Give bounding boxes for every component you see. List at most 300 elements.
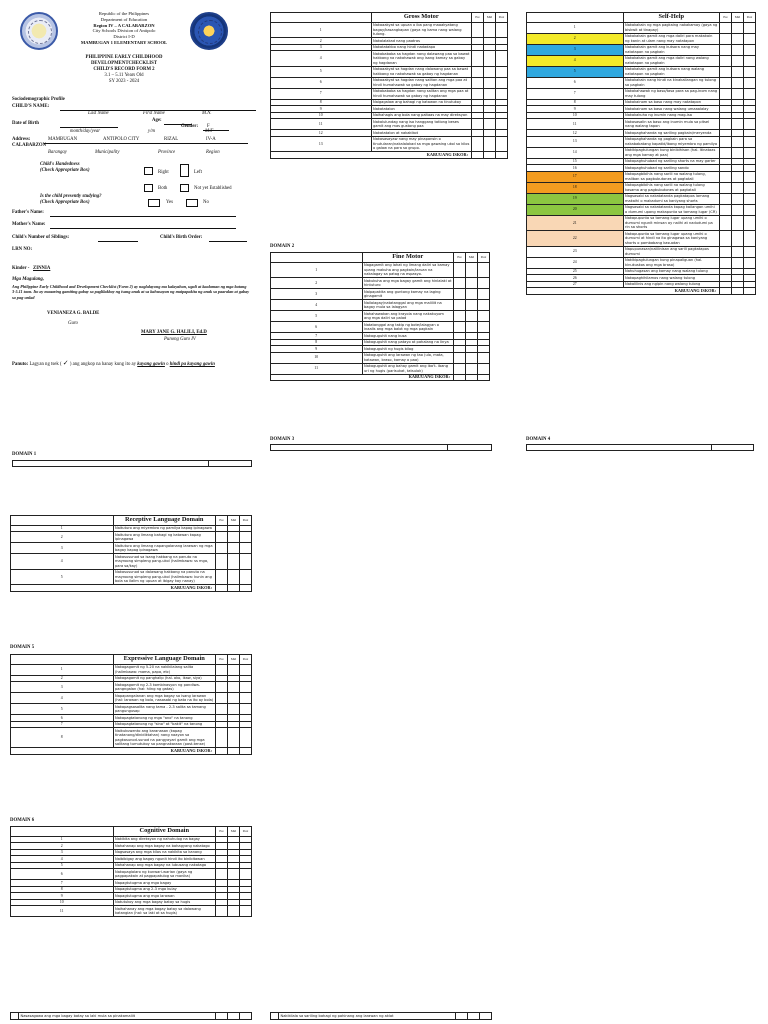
checklist-row [271,22,508,38]
mid-check-cell[interactable] [466,289,478,300]
pre-check-cell[interactable] [720,147,732,158]
pre-check-cell[interactable] [720,22,732,33]
intro-paragraph: Ang Philippine Early Childhood and Development Checklist (Form 2) ay naglalayong ma kalayahan, ugali at kaalaman ng mga batang 3-5.11 taon. Ito ay maaaring gamiting gabay sa paglilakbay ng isang anak at sa kahusayan ng maipapakita ng anak sa paaralan at gabay sa pag-unlad [12,284,250,300]
post-check-cell[interactable] [478,363,490,374]
gross-motor-title: Gross Motor [371,13,472,23]
post-check-cell[interactable] [744,204,756,215]
kinder-label: Kinder - [12,266,30,271]
pre-check-cell[interactable] [720,204,732,215]
post-total-cell[interactable] [240,585,252,592]
checklist-row [527,77,756,88]
row-number: 24 [527,257,624,268]
post-check-cell[interactable] [478,278,490,289]
mid-check-cell[interactable] [732,119,744,130]
mid-check-cell[interactable] [228,1013,240,1020]
pre-check-cell[interactable] [454,278,466,289]
post-check-cell[interactable] [478,311,490,322]
row-text: Nakasusunod sa dalawang hakbang na panuto na mayroong simpleng pang-ukol (halimbawa: kunin ang bola sa ilalim ng upuan at ibigay kay nanay) [113,569,216,585]
mid-check-cell[interactable] [732,171,744,182]
pre-check-cell[interactable] [472,22,484,38]
handedness-not-established-checkbox[interactable] [180,184,189,192]
row-number: 6 [11,869,114,880]
row-number: 7 [271,88,372,99]
mid-check-cell[interactable] [732,193,744,204]
row-text: Napupunasan/nalilinisan ang sarili pagkatapos dumumi [623,246,720,257]
handedness-right-checkbox[interactable] [144,167,153,175]
row-text: Naihahagis ang bola nang paitaas na may direksyon [371,112,472,119]
mid-check-cell[interactable] [228,869,240,880]
pre-check-cell[interactable] [720,215,732,231]
pre-check-cell[interactable] [216,532,228,543]
mid-check-cell[interactable] [466,322,478,333]
instructions-emphasis: hindi pa kayang gawin [169,362,215,367]
post-total-cell[interactable] [496,152,508,159]
row-number: 2 [11,675,114,682]
mid-check-cell[interactable] [484,22,496,38]
pre-check-cell[interactable] [216,693,228,704]
table-header-row [11,655,252,665]
row-number: 8 [527,99,624,106]
row-text: Nahahanap ang mga bagay na lubusang nakatago [113,862,216,869]
mid-check-cell[interactable] [484,77,496,88]
row-number: 26 [527,275,624,282]
row-text: Naipapakita ang guntong kamay na laging ginagamit [362,289,454,300]
post-check-cell[interactable] [478,289,490,300]
pre-check-cell[interactable] [720,88,732,99]
mid-total-cell[interactable] [484,152,496,159]
row-number: 10 [527,112,624,119]
row-text: Nakakakain gamit ang kutsara nang walang natatapon na pagkain [623,66,720,77]
row-number: 21 [527,215,624,231]
school-division-seal-logo [190,12,228,50]
letterhead-line: Department of Education [100,16,148,22]
mid-check-cell[interactable] [228,728,240,748]
pre-total-cell[interactable] [720,288,732,295]
gender-value: F [207,124,210,129]
row-text: Nakukuha ang mga bagay gamit ang hinlalaki at hintuturo [364,278,452,287]
post-check-cell[interactable] [240,569,252,585]
pre-check-cell[interactable] [720,44,732,55]
expressive-title: Expressive Language Domain [113,655,216,665]
mid-check-cell[interactable] [228,664,240,675]
post-check-cell[interactable] [744,193,756,204]
pre-check-cell[interactable] [216,664,228,675]
pre-check-cell[interactable] [454,311,466,322]
checklist-row [271,300,490,311]
pre-check-cell[interactable] [216,569,228,585]
mid-check-cell[interactable] [228,906,240,917]
post-check-cell[interactable] [744,119,756,130]
gross-motor-table [270,12,508,159]
mid-total-cell[interactable] [228,748,240,755]
checklist-row [11,664,252,675]
row-number: 5 [527,66,624,77]
total-label: KABUUANG ISKOR: [11,585,216,592]
father-label: Father's Name: [12,210,44,215]
self-help-title: Self-Help [623,13,720,23]
row-number: 3 [527,44,624,55]
pre-check-cell[interactable] [720,33,732,44]
post-check-cell[interactable] [744,182,756,193]
mid-check-cell[interactable] [732,215,744,231]
pre-check-cell[interactable] [720,231,732,247]
post-check-cell[interactable] [496,77,508,88]
row-number: 7 [11,880,114,887]
post-check-cell[interactable] [240,554,252,570]
post-check-cell[interactable] [744,136,756,147]
child-name-label: CHILD'S NAME: [12,104,50,109]
pre-check-cell[interactable] [720,119,732,130]
mid-check-cell[interactable] [484,51,496,67]
pre-check-cell[interactable] [720,77,732,88]
studying-question: Is the child presently studying? [40,194,102,199]
row-number: 11 [271,119,372,130]
row-text: Nakapagbibihis nang sarili na walang tulong kasama ang pagbubutones at pagtatali [623,182,720,193]
mid-check-cell[interactable] [732,136,744,147]
name-part-caption: First Name [143,111,165,116]
total-label: KABUUANG ISKOR: [527,288,720,295]
mid-check-cell[interactable] [228,569,240,585]
pre-check-cell[interactable] [454,352,466,363]
table-header-row [527,13,756,23]
pre-check-cell[interactable] [472,136,484,152]
mid-check-cell[interactable] [732,88,744,99]
post-check-cell[interactable] [240,664,252,675]
post-total-cell[interactable] [240,748,252,755]
domain-4-score-bar [526,444,754,451]
post-check-cell[interactable] [744,66,756,77]
mid-check-cell[interactable] [732,182,744,193]
pre-check-cell[interactable] [454,262,466,278]
checklist-row [271,278,490,289]
checklist-row [11,693,252,704]
post-check-cell[interactable] [240,532,252,543]
handedness-left-checkbox[interactable] [180,164,189,177]
row-text: Nakapagbibihis nang sarili na walang tulong, maliban sa pagbubutones at pagtatali [623,171,720,182]
checklist-row [527,193,756,204]
post-check-cell[interactable] [496,22,508,38]
mid-check-cell[interactable] [228,532,240,543]
row-number: 1 [271,262,363,278]
post-check-cell[interactable] [496,136,508,152]
post-check-cell[interactable] [744,88,756,99]
row-number: 4 [271,300,363,311]
handedness-both-checkbox[interactable] [144,184,153,192]
mid-check-cell[interactable] [468,1013,480,1020]
post-check-cell[interactable] [744,55,756,66]
row-text: Nakasusunod sa isang hakbang na panuto na mayroong simpleng pang-ukol (halimbawa: ss mga, para sa/kay) [113,554,216,570]
mid-check-cell[interactable] [732,77,744,88]
post-check-cell[interactable] [240,906,252,917]
gender-label: Gender: [181,124,199,129]
mid-check-cell[interactable] [732,204,744,215]
row-number: 4 [11,856,114,863]
principal-role: Punong Guro IV [164,337,196,342]
post-check-cell[interactable] [478,352,490,363]
checklist-row [271,51,508,67]
pre-check-cell[interactable] [216,543,228,554]
row-text: Nakapupunta sa tamang lugar upang umihi o dumumi ngunit minsan ay naiihi at nadudumi pa rin sa shorts [623,215,720,231]
row-text: Nakikita ang direksyon ng nahuhulog na bagay [113,836,216,843]
post-check-cell[interactable] [240,543,252,554]
post-check-cell[interactable] [240,1013,252,1020]
dob-field[interactable] [60,127,118,128]
mid-check-cell[interactable] [484,119,496,130]
domain-label: DOMAIN 5 [10,645,35,650]
row-text: Nakalilinis ang ngipin nang walang tulong [623,281,720,288]
post-check-cell[interactable] [744,147,756,158]
table-header-row [11,516,252,526]
pre-check-cell[interactable] [216,1013,228,1020]
mid-check-cell[interactable] [466,262,478,278]
row-number: 15 [527,158,624,165]
dob-label: Date of Birth [12,121,39,126]
row-text: Napapangalanan ang mga bagay sa isang larawan (hal: larawan ng bola, nasasabi ng bata na ito ay bola) [113,693,216,704]
column-header-mid: Mid [732,13,744,23]
row-number: 10 [271,112,372,119]
row-number: 27 [527,281,624,288]
row-number: 13 [527,136,624,147]
mid-check-cell[interactable] [228,543,240,554]
address-extra: CALABARZON [12,143,47,148]
post-check-cell[interactable] [478,322,490,333]
row-text: Nakaguguhit nang patayo at pahalang na linya [362,339,454,346]
table-header-row [11,827,252,837]
mid-check-cell[interactable] [228,554,240,570]
total-row [11,585,252,592]
address-field[interactable] [44,143,248,144]
row-text: Nakakakain gamit ang mga daliri para makakain ng kanin at ulam nang may natatapon [623,33,720,44]
instructions-text: o [166,362,169,367]
row-number: 9 [527,106,624,113]
post-check-cell[interactable] [240,869,252,880]
row-text: Nagsasabi sa nakatatanda kapag kailangan umihi o dumumi upang makapunta sa tamang lugar (CR) [623,204,720,215]
mid-check-cell[interactable] [732,66,744,77]
post-check-cell[interactable] [744,77,756,88]
post-check-cell[interactable] [478,300,490,311]
instructions-text: Lagyan ng tsek ( [29,362,62,367]
row-text: Nagsasabi sa nakatatanda pagkatapos lamang makaihi o makadumi sa kaniyang shorts [623,193,720,204]
pre-check-cell[interactable] [456,1013,468,1020]
post-check-cell[interactable] [496,51,508,67]
checklist-row [11,554,252,570]
instructions-label: Panuto: [12,362,29,367]
row-number: 19 [527,193,624,204]
father-name-field[interactable] [50,216,236,217]
mid-check-cell[interactable] [466,363,478,374]
row-text: Nakatatalon [371,106,472,113]
header-spacer [11,516,114,526]
row-number: 8 [271,99,372,106]
mid-total-cell[interactable] [732,288,744,295]
post-check-cell[interactable] [240,728,252,748]
pre-check-cell[interactable] [216,906,228,917]
post-check-cell[interactable] [496,66,508,77]
mid-check-cell[interactable] [466,278,478,289]
row-text: Nakapaghuhubad ng sariling shorts na may garter [623,158,720,165]
row-text: Nakakainom sa baso nang walang umaaalalay [623,106,720,113]
post-total-cell[interactable] [744,288,756,295]
row-number: 8 [271,339,363,346]
pre-check-cell[interactable] [454,300,466,311]
post-check-cell[interactable] [744,231,756,247]
post-check-cell[interactable] [496,119,508,130]
pre-check-cell[interactable] [720,246,732,257]
mid-check-cell[interactable] [732,231,744,247]
total-row [527,288,756,295]
post-check-cell[interactable] [744,44,756,55]
mother-name-field[interactable] [50,228,236,229]
row-number: 2 [271,38,372,45]
row-text: Naihahanay ang mga bagay batay sa dalawang katangian (hal: sa laki at sa hugis) [113,906,216,917]
row-text: Nahahawakan ang krayola nang nakakuyom ang mga daliri sa palad [362,311,454,322]
post-check-cell[interactable] [744,22,756,33]
pre-total-cell[interactable] [472,152,484,159]
mid-total-cell[interactable] [228,585,240,592]
row-text: Nakaaakyat sa upuan o iba pang maaakyatang bagay/kasangkapan (gaya ng kama nang walang tulong. [371,22,472,38]
column-header-post: Post [240,827,252,837]
row-number: 2 [11,843,114,850]
mid-check-cell[interactable] [466,352,478,363]
pre-check-cell[interactable] [720,171,732,182]
pre-total-cell[interactable] [454,374,466,381]
row-text: Nakapagtatanong ng "sino" at "bakit" na tanong [113,721,216,728]
row-text: Nakakakuha ng inumin nang mag-isa [623,112,720,119]
check-mark-icon: ✓ [62,359,69,367]
pre-check-cell[interactable] [720,257,732,268]
mid-check-cell[interactable] [466,311,478,322]
row-number: 5 [11,704,114,715]
mid-check-cell[interactable] [484,88,496,99]
column-header-post: Post [240,516,252,526]
row-text: Nakatatalon at nakakikot [371,130,472,137]
row-text: Nakaguguhit nang kusa [362,333,454,340]
handedness-question: Child's Handedness [40,162,80,167]
domain-label: DOMAIN 2 [270,244,295,249]
checklist-row [527,246,756,257]
checklist-row [527,215,756,231]
pre-check-cell[interactable] [720,136,732,147]
pre-check-cell[interactable] [216,728,228,748]
mid-total-cell[interactable] [466,374,478,381]
pre-check-cell[interactable] [472,66,484,77]
checklist-row [527,22,756,33]
mid-check-cell[interactable] [732,257,744,268]
post-check-cell[interactable] [744,171,756,182]
mid-check-cell[interactable] [466,300,478,311]
instructions-text: ) ang angkop na hanay kung ito ay [69,362,137,367]
row-text: Natutukoy ang mga bagay batay sa hugis [113,899,216,906]
form-title [60,55,188,85]
pre-total-cell[interactable] [216,748,228,755]
pre-check-cell[interactable] [472,51,484,67]
letterhead [60,11,188,46]
pre-check-cell[interactable] [454,289,466,300]
pre-total-cell[interactable] [216,585,228,592]
row-number: 18 [527,182,624,193]
post-check-cell[interactable] [744,33,756,44]
mid-check-cell[interactable] [228,704,240,715]
post-check-cell[interactable] [744,257,756,268]
pre-check-cell[interactable] [472,88,484,99]
mid-check-cell[interactable] [732,33,744,44]
row-number: 9 [271,106,372,113]
pre-check-cell[interactable] [216,682,228,693]
row-number: 1 [11,836,114,843]
siblings-field[interactable] [98,241,138,242]
pre-check-cell[interactable] [720,55,732,66]
address-caption: Region [206,150,220,155]
mid-check-cell[interactable] [732,55,744,66]
studying-no-checkbox[interactable] [186,199,198,207]
row-number: 6 [527,77,624,88]
post-total-cell[interactable] [478,374,490,381]
column-header-pre: Pre [216,516,228,526]
pre-check-cell[interactable] [216,554,228,570]
column-header-pre: Pre [216,827,228,837]
checklist-row [527,33,756,44]
pre-check-cell[interactable] [454,322,466,333]
post-check-cell[interactable] [496,88,508,99]
pre-check-cell[interactable] [472,77,484,88]
post-check-cell[interactable] [480,1013,492,1020]
post-check-cell[interactable] [240,704,252,715]
pre-check-cell[interactable] [720,182,732,193]
siblings-label: Child's Number of Siblings: [12,235,70,240]
pre-check-cell[interactable] [454,363,466,374]
checklist-row [11,704,252,715]
row-text: Nakakakain ng mga pagkaing nakakamay (gaya ng biskwit at tinapay) [623,22,720,33]
row-text: Napagtutugma ang mga bagay [113,880,216,887]
row-text: Nakapaghahanda ng pagkain para sa nakababatang kapatid/ibang miyembro ng pamilya [623,136,720,147]
post-check-cell[interactable] [240,693,252,704]
table-header-row [271,13,508,23]
studying-yes-checkbox[interactable] [148,199,160,207]
mid-check-cell[interactable] [484,136,496,152]
pre-check-cell[interactable] [720,66,732,77]
row-number: 2 [527,33,624,44]
row-text: Naituturo ang limang napangalanang larawan ng mga bagay kapag ipinagawa [113,543,216,554]
row-number: 4 [11,554,114,570]
post-check-cell[interactable] [240,682,252,693]
pre-check-cell[interactable] [216,704,228,715]
row-text: Nakaaakyat sa hagdan nang dalawang paa sa bawat hakbang na nakahawak sa gabay ng hagdanan [371,66,472,77]
header-spacer [11,827,114,837]
row-text: Nakakakain gamit ang mga daliri nang walang natatapon na pagkain [623,55,720,66]
post-check-cell[interactable] [744,246,756,257]
pre-check-cell[interactable] [472,119,484,130]
post-check-cell[interactable] [478,262,490,278]
mid-check-cell[interactable] [732,44,744,55]
birth-order-field[interactable] [209,241,247,242]
row-text: Nakaguguhit ng hugis bilog [362,346,454,353]
mid-check-cell[interactable] [228,693,240,704]
pre-check-cell[interactable] [720,193,732,204]
address-caption: Municipality [95,150,120,155]
mid-check-cell[interactable] [732,246,744,257]
post-check-cell[interactable] [744,215,756,231]
score-bar-divider [711,445,712,451]
mid-check-cell[interactable] [732,147,744,158]
row-number: 3 [271,289,363,300]
row-number: 11 [527,119,624,130]
mid-check-cell[interactable] [484,66,496,77]
row-text: Nakaguguhit ang larawan ng tao (ulo, mata, katawan, braso, kamay o paa) [362,352,454,363]
pre-check-cell[interactable] [216,869,228,880]
row-text: Nakabababa sa hagdan nang dalawang paa sa bawat hakbang na nakahawak ang isang kamay sa gabay ng hagdanan [371,51,472,67]
mid-check-cell[interactable] [228,682,240,693]
mid-check-cell[interactable] [732,22,744,33]
